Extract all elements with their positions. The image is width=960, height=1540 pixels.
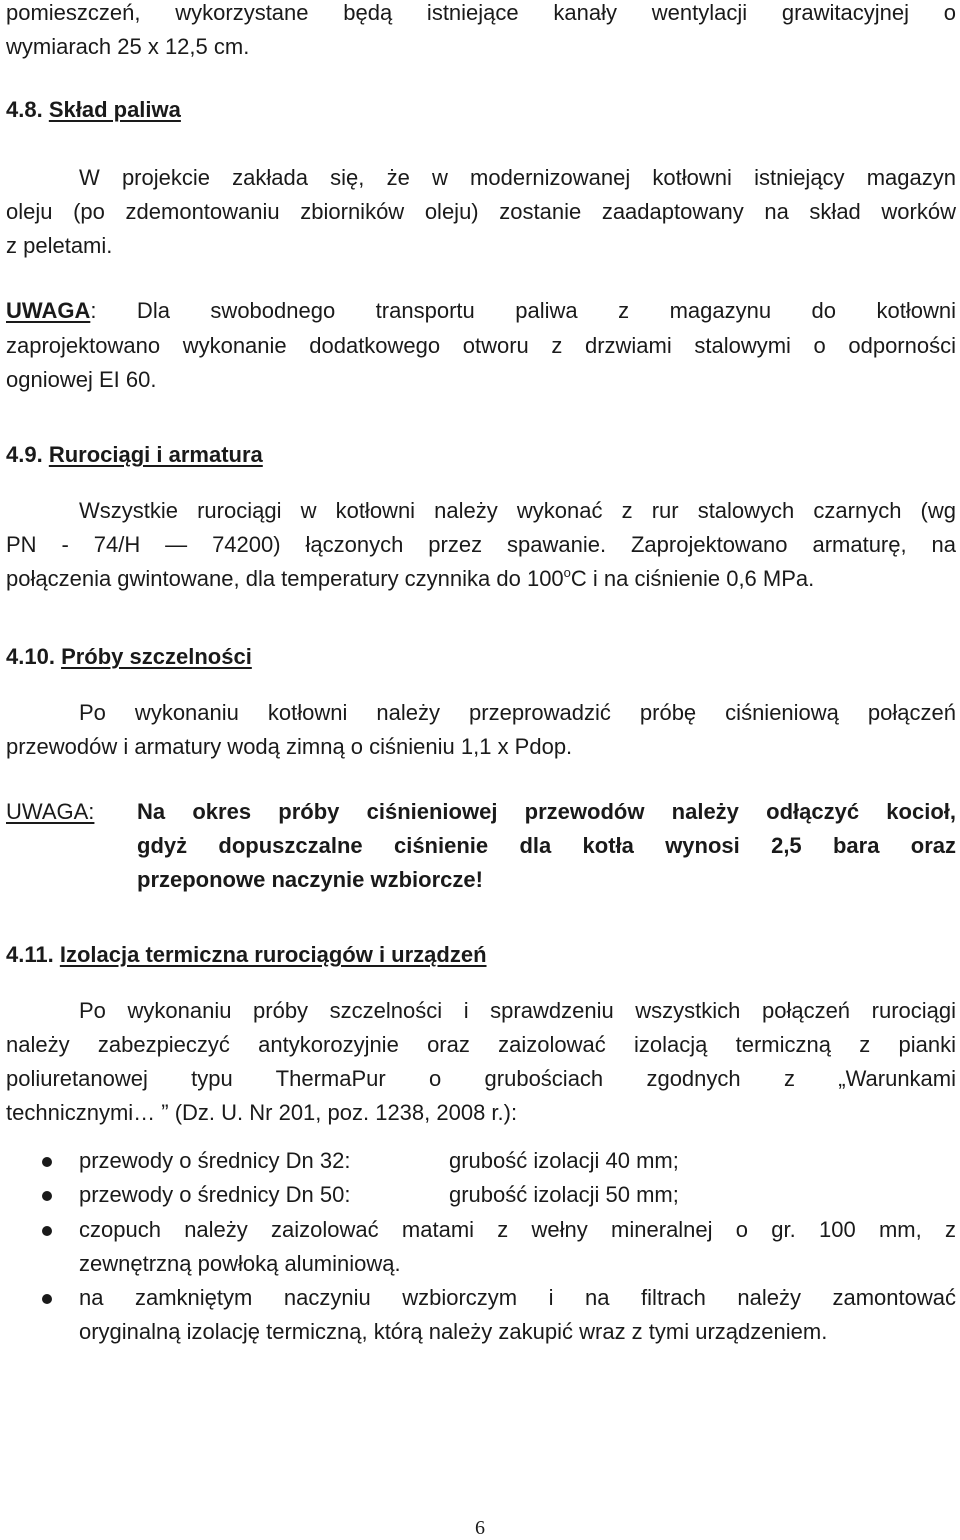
section-heading-4-11 <box>6 942 956 968</box>
note-label: UWAGA <box>6 298 91 323</box>
paragraph-line: Po wykonaniu próby szczelności i sprawdzeniu wszystkich połączeń rurociągi <box>79 998 956 1023</box>
list-item-value: grubość izolacji 50 mm; <box>449 1182 679 1207</box>
paragraph-line: Wszystkie rurociągi w kotłowni należy wykonać z rur stalowych czarnych (wg <box>79 498 956 523</box>
paragraph-line: Po wykonaniu kotłowni należy przeprowadzić próbę ciśnieniową połączeń <box>79 700 956 725</box>
section-title: Próby szczelności <box>61 644 252 669</box>
intro-line-1: pomieszczeń, wykorzystane będą istniejące kanały wentylacji grawitacyjnej o <box>6 0 956 25</box>
warning-line: gdyż dopuszczalne ciśnienie dla kotła wynosi 2,5 bara oraz <box>137 833 956 858</box>
list-item: czopuch należy zaizolować matami z wełny mineralnej o gr. 100 mm, z <box>79 1217 956 1242</box>
section-heading-4-10 <box>6 644 956 670</box>
intro-line-2: wymiarach 25 x 12,5 cm. <box>6 34 250 59</box>
paragraph-line: poliuretanowej typu ThermaPur o grubościach zgodnych z „Warunkami <box>6 1066 956 1091</box>
bullet-icon <box>42 1191 52 1201</box>
section-number: 4.10. <box>6 644 55 669</box>
paragraph-line: oleju (po zdemontowaniu zbiorników oleju) zostanie zaadaptowany na skład worków <box>6 199 956 224</box>
paragraph-line: technicznymi… ” (Dz. U. Nr 201, poz. 1238, 2008 r.): <box>6 1100 518 1125</box>
paragraph-line: przewodów i armatury wodą zimną o ciśnieniu 1,1 x Pdop. <box>6 734 573 759</box>
note-text: : Dla swobodnego transportu paliwa z magazynu do kotłowni <box>90 298 956 323</box>
paragraph-line: z peletami. <box>6 233 113 258</box>
section-number: 4.11. <box>6 942 54 967</box>
warning-label-text: UWAGA: <box>6 799 95 824</box>
section-heading-4-9 <box>6 442 956 468</box>
list-item: na zamkniętym naczyniu wzbiorczym i na filtrach należy zamontować <box>79 1285 956 1310</box>
paragraph-line: należy zabezpieczyć antykorozyjnie oraz zaizolować izolacją termiczną z pianki <box>6 1032 956 1057</box>
list-item-continued: oryginalną izolację termiczną, którą należy zakupić wraz z tymi urządzeniem. <box>79 1319 828 1344</box>
warning-line: przeponowe naczynie wzbiorcze! <box>137 867 483 892</box>
list-item-label: przewody o średnicy Dn 50: <box>79 1182 351 1207</box>
paragraph-line <box>6 566 956 592</box>
bullet-icon <box>42 1226 52 1236</box>
section-number: 4.9. <box>6 442 43 467</box>
section-number: 4.8. <box>6 97 43 122</box>
note-line: ogniowej EI 60. <box>6 367 157 392</box>
page-number: 6 <box>475 1517 485 1539</box>
list-item-value: grubość izolacji 40 mm; <box>449 1148 679 1173</box>
section-title: Skład paliwa <box>48 97 181 122</box>
paragraph-line: PN - 74/H — 74200) łączonych przez spawanie. Zaprojektowano armaturę, na <box>6 532 956 557</box>
section-title: Izolacja termiczna rurociągów i urządzeń <box>59 942 487 967</box>
paragraph-line: W projekcie zakłada się, że w modernizowanej kotłowni istniejący magazyn <box>79 165 956 190</box>
list-item-label: przewody o średnicy Dn 32: <box>79 1148 351 1173</box>
degree-superscript: o <box>563 565 571 580</box>
section-title: Rurociągi i armatura <box>48 442 263 467</box>
list-item-continued: zewnętrzną powłoką aluminiową. <box>79 1251 401 1276</box>
warning-label <box>6 799 136 825</box>
text-segment: połączenia gwintowane, dla temperatury czynnika do 100 <box>6 566 564 591</box>
bullet-icon <box>42 1157 52 1167</box>
text-segment: C i na ciśnienie 0,6 MPa. <box>570 566 815 591</box>
note-line: zaprojektowano wykonanie dodatkowego otworu z drzwiami stalowymi o odporności <box>6 333 956 358</box>
bullet-icon <box>42 1294 52 1304</box>
warning-line: Na okres próby ciśnieniowej przewodów należy odłączyć kocioł, <box>137 799 956 824</box>
section-heading-4-8 <box>6 97 956 123</box>
note-line-1 <box>6 298 956 324</box>
